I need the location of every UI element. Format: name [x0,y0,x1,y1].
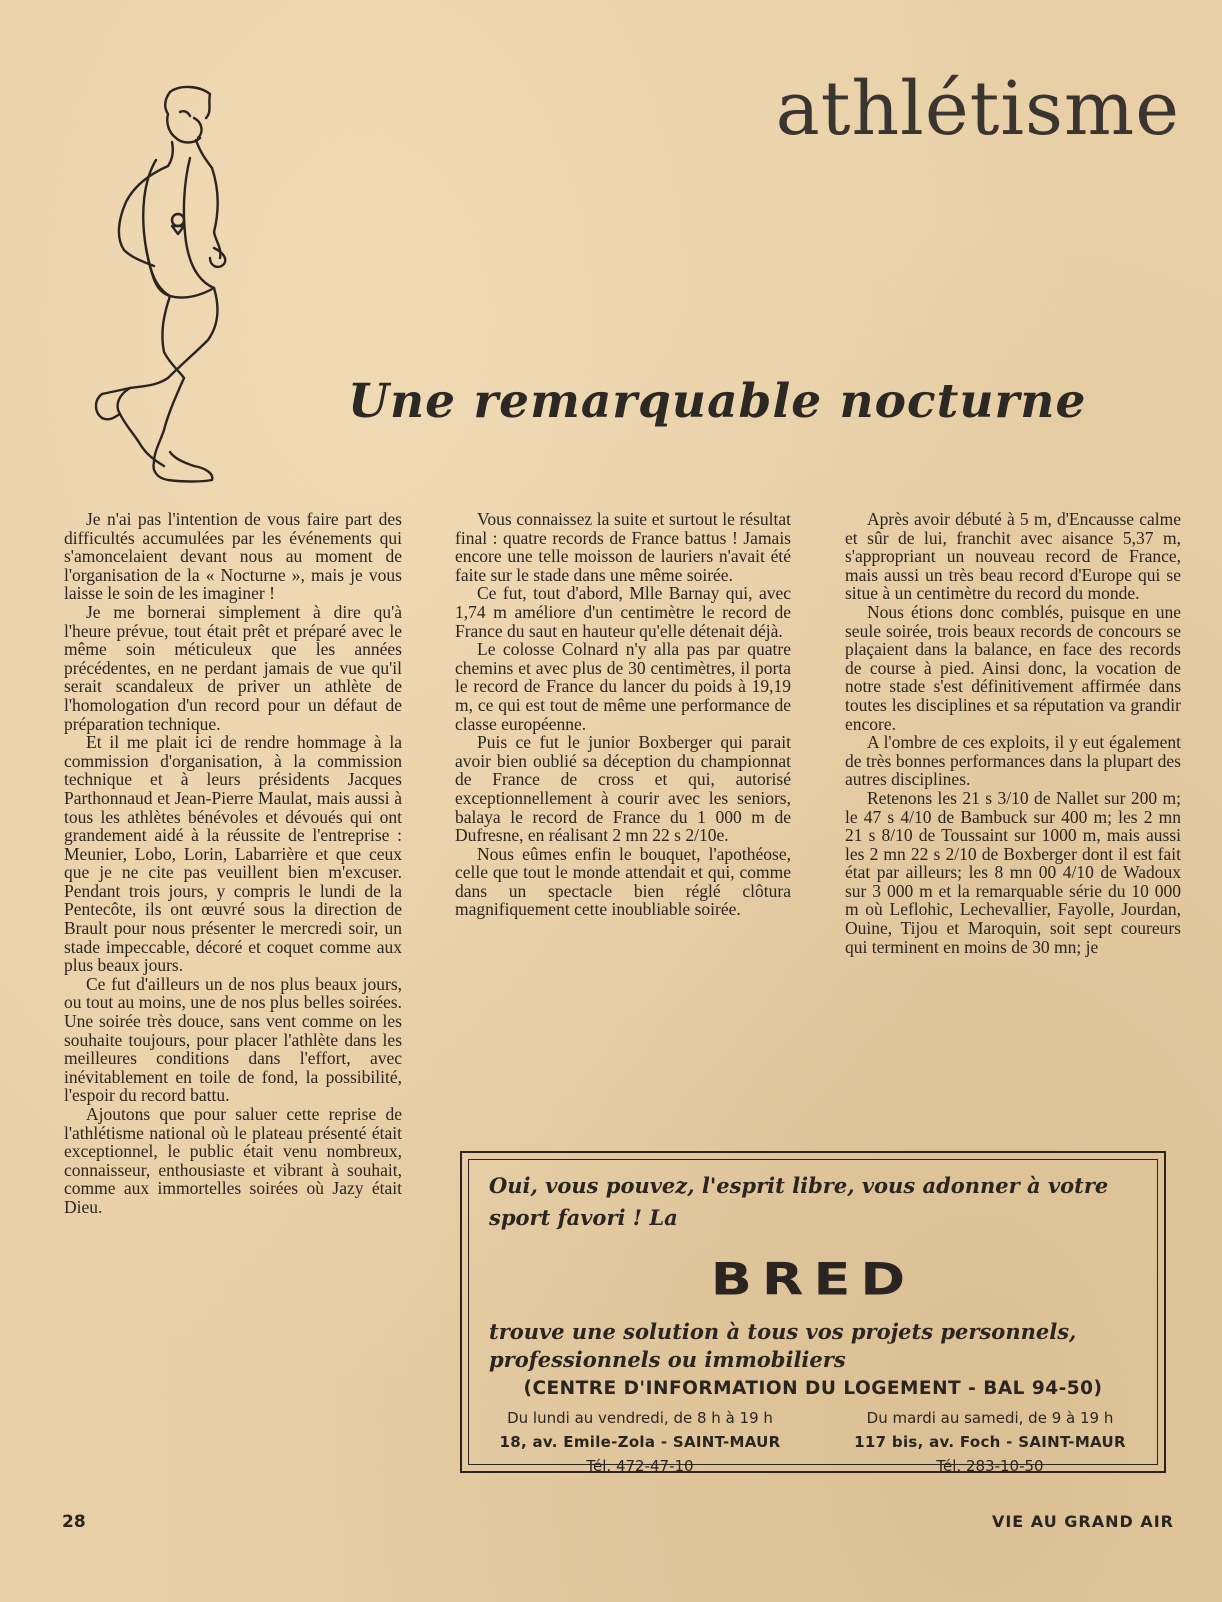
paragraph: Nous eûmes enfin le bouquet, l'apothéose, celle que tout le monde attendait et qui, comme dans un spectacle bien réglé clôtura magnifiquement cette inoubliable soirée. [455,843,791,920]
article-headline: Une remarquable nocturne [348,374,1087,429]
paragraph: Retenons les 21 s 3/10 de Nallet sur 200 m; le 47 s 4/10 de Bambuck sur 400 m; les 2 mn 21 s 8/10 de Toussaint sur 1000 m, mais aussi les 2 mn 22 s 2/10 de Boxberger dont il est fait état par ailleurs; les 8 mn 00 4/10 de Wadoux sur 3 000 m et la remarquable série du 10 000 m où Leflohic, Lechevallier, Fayolle, Jourdan, Ouine, Tijou et Maroquin, soit sept coureurs qui terminent en moins de 30 mn; je [845,787,1181,957]
ad-intro: Oui, vous pouvez, l'esprit libre, vous adonner à votre sport favori ! La [489,1173,1109,1230]
bred-advertisement [460,1151,1166,1473]
office-hours: Du mardi au samedi, de 9 à 19 h [866,1409,1114,1427]
office-address: 18, av. Emile-Zola - SAINT-MAUR [499,1433,781,1451]
ad-office-1 [475,1406,805,1478]
paragraph: Je me bornerai simplement à dire qu'à l'heure prévue, tout était prêt et préparé avec le même soin méticuleux que les années précédentes, en ne perdant jamais de vue qu'il serait scandaleux de priver un athlète de l'homologation d'un record pour un défaut de préparation technique. [64,601,402,734]
runner-illustration [72,82,232,492]
article-column-2 [455,510,791,919]
office-hours: Du lundi au vendredi, de 8 h à 19 h [507,1409,773,1427]
paragraph: Ce fut, tout d'abord, Mlle Barnay qui, avec 1,74 m améliore d'un centimètre le record de France du saut en hauteur qu'elle détenait déjà. [455,583,791,641]
ad-brand-logo: BRED [710,1253,916,1306]
ad-tagline: trouve une solution à tous vos projets personnels, professionnels ou immobiliers [489,1319,1077,1372]
paragraph: Ajoutons que pour saluer cette reprise de l'athlétisme national où le plateau présenté était exceptionnel, le public était venu nombreux, connaisseur, enthousiaste et vibrant à souhait, comme aux immortelles soirées où Jazy était Dieu. [64,1104,402,1217]
page-number: 28 [62,1512,86,1532]
paragraph: Ce fut d'ailleurs un de nos plus beaux jours, ou tout au moins, une de nos plus belles soirées. Une soirée très douce, sans vent comme on les souhaite toujours, pour placer l'athlète dans les meilleures conditions dans l'effort, avec inévitablement en toile de fond, la possibilité, l'espoir du record battu. [64,973,402,1106]
ad-office-2 [825,1406,1155,1478]
article-column-3 [845,510,1181,956]
paragraph: Je n'ai pas l'intention de vous faire part des difficultés accumulées par les événements qui s'amoncelaient devant nous au moment de l'organisation de la « Nocturne », mais je vous laisse le soin de les imaginer ! [64,509,402,604]
article-column-1 [64,510,402,1217]
paragraph: Vous connaissez la suite et surtout le résultat final : quatre records de France battus ! Jamais encore une telle moisson de lauriers n'avait été faite sur le stade dans une même soirée. [455,509,791,585]
paragraph: A l'ombre de ces exploits, il y eut également de très bonnes performances dans la plupart des autres disciplines. [845,732,1181,790]
ad-inner-frame [468,1159,1158,1475]
magazine-name: VIE AU GRAND AIR [991,1512,1174,1531]
paragraph: Puis ce fut le junior Boxberger qui parait avoir bien oublié sa déception du championnat de France de cross et qui, autorisé exceptionnellement à courir avec les seniors, balaya le record de France du 1 000 m de Dufresne, en réalisant 2 mn 22 s 2/10e. [455,732,791,846]
paragraph: Le colosse Colnard n'y alla pas par quatre chemins et avec plus de 30 centimètres, il porta le record de France du lancer du poids à 19,19 m, ce qui est tout de même une performance de classe européenne. [455,639,791,734]
paragraph: Nous étions donc comblés, puisque en une seule soirée, trois beaux records de concours se plaçaient dans la balance, en face des records de course à pied. Ainsi donc, la vocation de notre stade s'est définitivement affirmée dans toutes les disciplines et sa réputation va grandir encore. [845,601,1181,734]
section-title: athlétisme [775,66,1180,152]
paragraph: Et il me plait ici de rendre hommage à la commission d'organisation, à la commission technique et à leurs présidents Jacques Parthonnaud et Jean-Pierre Maulat, mais aussi à tous les athlètes bénévoles et dévoués qui ont grandement aidé à la réussite de l'entreprise : Meunier, Lobo, Lorin, Labarrière et que ceux que je ne cite pas veuillent bien m'excuser. Pendant trois jours, y compris le lundi de la Pentecôte, ils ont œuvré sous la direction de Brault pour nous présenter le mercredi soir, un stade impeccable, décoré et coquet comme aux plus beaux jours. [64,732,402,976]
office-phone: Tél. 472-47-10 [586,1457,694,1475]
paragraph: Après avoir débuté à 5 m, d'Encausse calme et sûr de lui, franchit avec aisance 5,37 m, s'appropriant un nouveau record de France, mais aussi un très beau record d'Europe qui se situe à un centimètre du record du monde. [845,509,1181,604]
office-address: 117 bis, av. Foch - SAINT-MAUR [854,1433,1126,1451]
office-phone: Tél. 283-10-50 [936,1457,1044,1475]
ad-info-center: (CENTRE D'INFORMATION DU LOGEMENT - BAL 94-50) [523,1378,1103,1399]
